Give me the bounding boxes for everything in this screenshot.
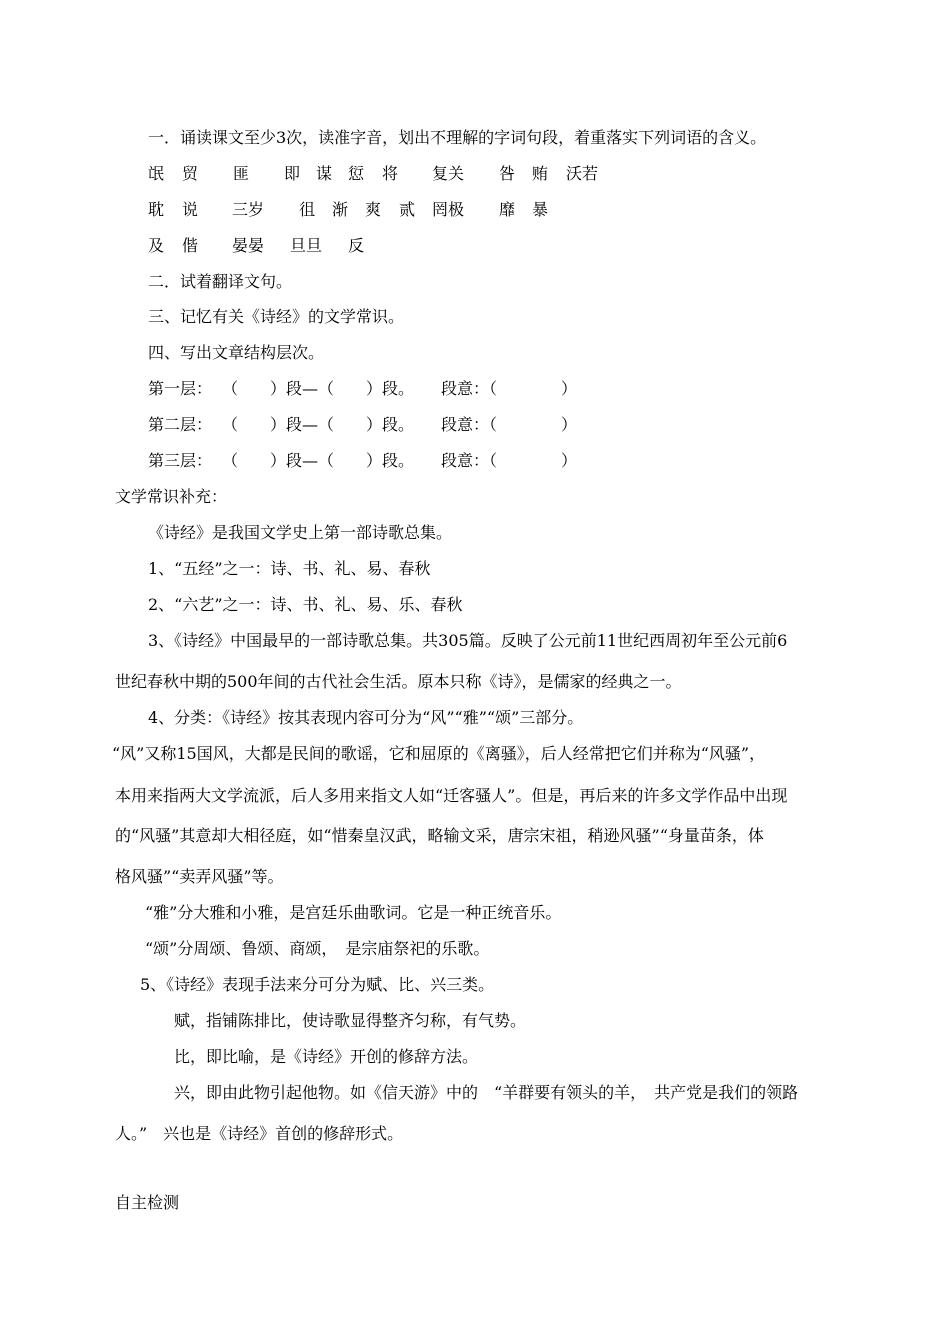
- layer-meaning: 段意：（ ）: [441, 415, 578, 434]
- vocab-word: 贿: [532, 164, 549, 183]
- song-paragraph: “颂”分周颂、鲁颂、商颂， 是宗庙祭祀的乐歌。: [145, 939, 490, 958]
- vocab-word: 沃若: [566, 164, 599, 183]
- feng-paragraph-line-1: “风”又称15国风，大都是民间的歌谣，它和屈原的《离骚》，后人经常把它们并称为“风骚”，: [112, 744, 766, 763]
- feng-paragraph-line-4: 格风骚”“卖弄风骚”等。: [115, 867, 284, 886]
- vocab-word: 暴: [532, 200, 549, 219]
- section3-title: 三、记忆有关《诗经》的文学常识。: [148, 307, 405, 326]
- vocab-word: 徂: [299, 200, 316, 219]
- vocab-word: 三岁: [232, 200, 265, 219]
- vocab-word: 愆: [348, 164, 365, 183]
- layer-segment: （ ）段—（ ）段。: [222, 451, 415, 470]
- vocab-word: 罔极: [432, 200, 465, 219]
- vocab-word: 爽: [365, 200, 382, 219]
- section2-title: 二．试着翻译文句。: [148, 272, 293, 291]
- supplement-item-5: 5、《诗经》表现手法来分可分为赋、比、兴三类。: [140, 975, 495, 994]
- vocab-word: 耽: [148, 200, 165, 219]
- supplement-item-2: 2、“六艺”之一：诗、书、礼、易、乐、春秋: [148, 595, 463, 614]
- vocab-word: 反: [348, 236, 365, 255]
- vocab-word: 匪: [233, 164, 250, 183]
- ya-paragraph: “雅”分大雅和小雅，是宫廷乐曲歌词。它是一种正统音乐。: [145, 903, 562, 922]
- layer-label: 第三层：: [148, 451, 213, 470]
- xing-paragraph-line-2: 人。” 兴也是《诗经》首创的修辞形式。: [115, 1124, 404, 1143]
- feng-paragraph-line-2: 本用来指两大文学流派，后人多用来指文人如“迁客骚人”。但是，再后来的许多文学作品中出现: [115, 786, 788, 805]
- vocab-word: 即: [284, 164, 301, 183]
- xing-paragraph-line-1: 兴，即由此物引起他物。如《信天游》中的 “羊群要有领头的羊， 共产党是我们的领路: [174, 1083, 799, 1102]
- supplement-item-3-line-2: 世纪春秋中期的500年间的古代社会生活。原本只称《诗》，是儒家的经典之一。: [115, 672, 682, 691]
- layer-meaning: 段意：（ ）: [441, 379, 578, 398]
- vocab-word: 说: [182, 200, 199, 219]
- vocab-word: 复关: [432, 164, 465, 183]
- supplement-heading: 文学常识补充：: [115, 487, 228, 506]
- vocab-word: 偕: [182, 236, 199, 255]
- vocab-word: 及: [148, 236, 165, 255]
- layer-label: 第一层：: [148, 379, 213, 398]
- vocab-word: 将: [382, 164, 399, 183]
- supplement-item-1: 1、“五经”之一：诗、书、礼、易、春秋: [148, 559, 431, 578]
- vocab-word: 贰: [399, 200, 416, 219]
- vocab-word: 谋: [316, 164, 333, 183]
- self-test-heading: 自主检测: [115, 1193, 180, 1212]
- supplement-item-3-line-1: 3、《诗经》中国最早的一部诗歌总集。共305篇。反映了公元前11世纪西周初年至公元前6: [148, 631, 788, 650]
- section1-instruction: 一．诵读课文至少3次，读准字音，划出不理解的字词句段，着重落实下列词语的含义。: [148, 128, 767, 147]
- layer-segment: （ ）段—（ ）段。: [222, 415, 415, 434]
- supplement-intro: 《诗经》是我国文学史上第一部诗歌总集。: [148, 523, 453, 542]
- section4-title: 四、写出文章结构层次。: [148, 343, 325, 362]
- vocab-word: 贸: [182, 164, 199, 183]
- vocab-word: 渐: [332, 200, 349, 219]
- layer-meaning: 段意：（ ）: [441, 451, 578, 470]
- vocab-word: 晏晏: [232, 236, 265, 255]
- supplement-item-4: 4、分类：《诗经》按其表现内容可分为“风”“雅”“颂”三部分。: [148, 708, 584, 727]
- layer-segment: （ ）段—（ ）段。: [222, 379, 415, 398]
- feng-paragraph-line-3: 的“风骚”其意却大相径庭，如“惜秦皇汉武，略输文采，唐宗宋祖，稍逊风骚”“身量苗条，体: [115, 826, 764, 845]
- vocab-word: 咎: [499, 164, 516, 183]
- vocab-word: 氓: [148, 164, 165, 183]
- vocab-word: 旦旦: [290, 236, 323, 255]
- vocab-word: 靡: [499, 200, 516, 219]
- fu-paragraph: 赋，指铺陈排比，使诗歌显得整齐匀称，有气势。: [174, 1011, 527, 1030]
- layer-label: 第二层：: [148, 415, 213, 434]
- bi-paragraph: 比，即比喻，是《诗经》开创的修辞方法。: [174, 1047, 479, 1066]
